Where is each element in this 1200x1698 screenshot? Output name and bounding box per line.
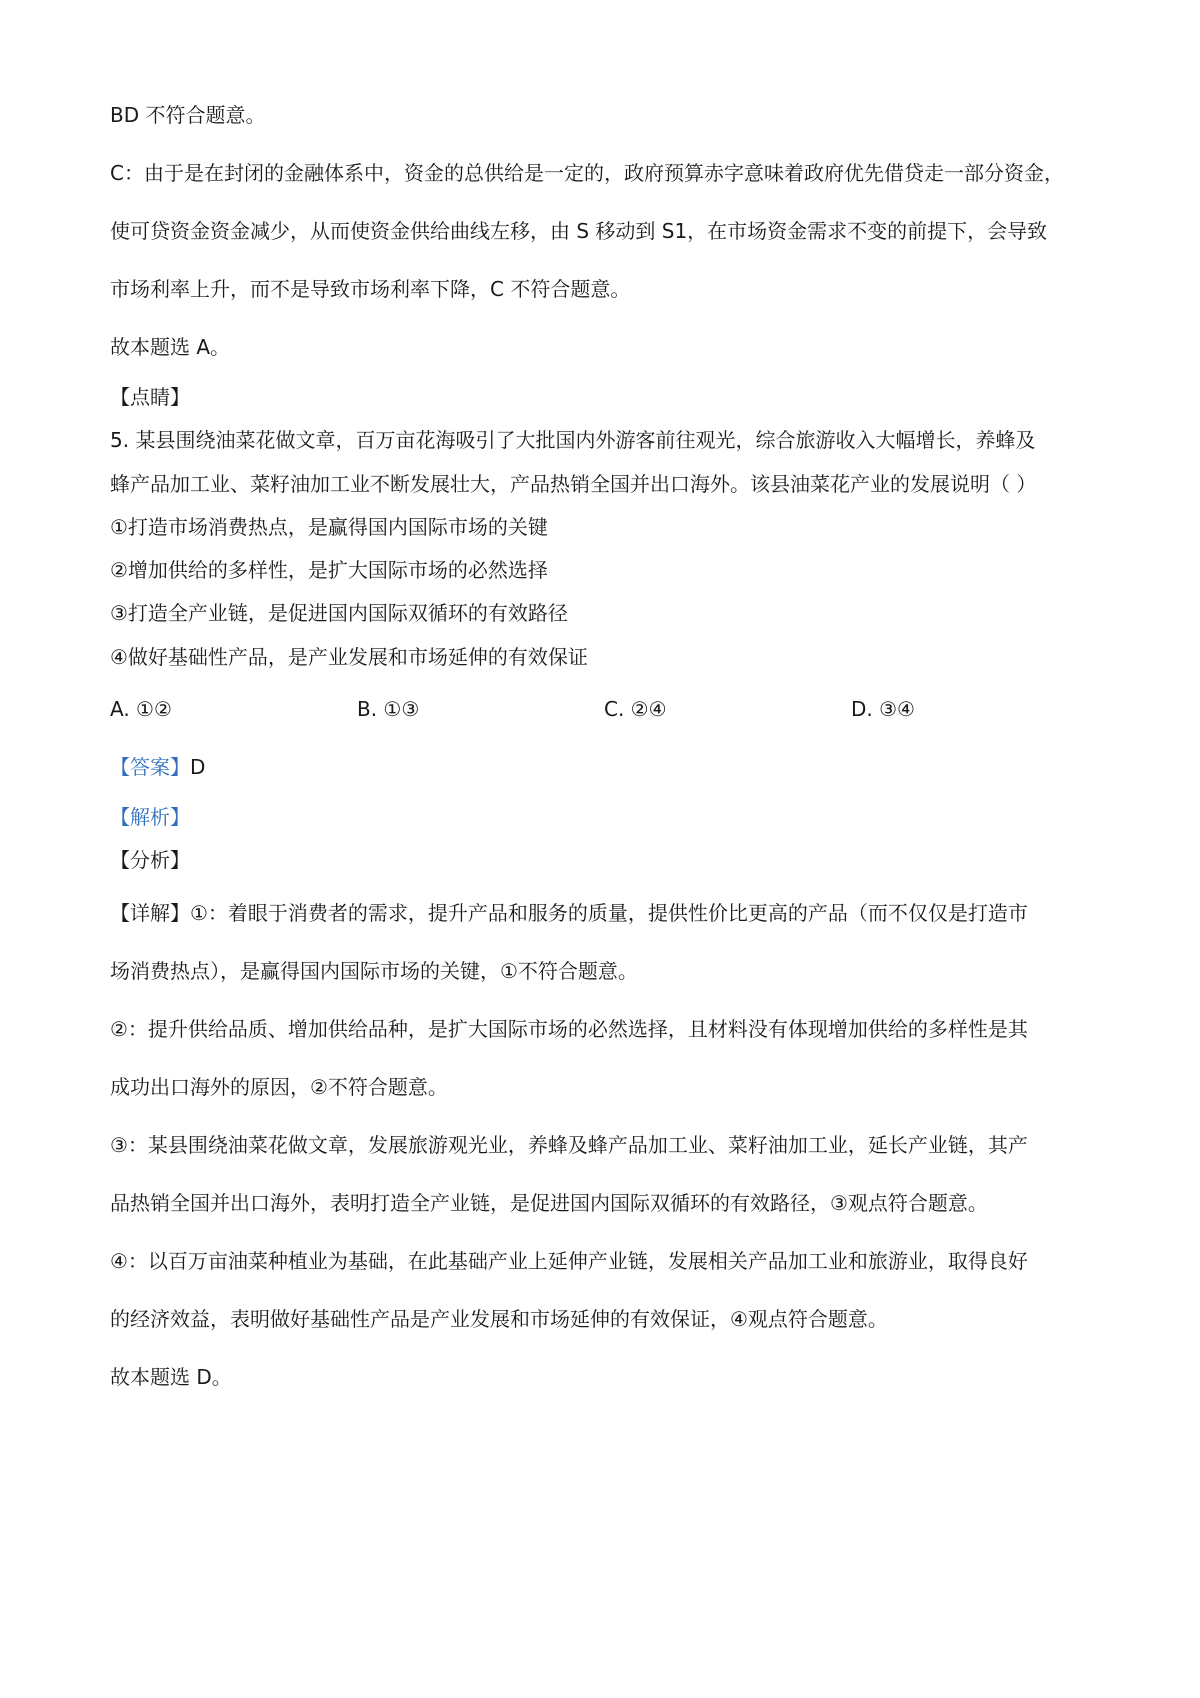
detail-1-line-2: 场消费热点），是赢得国内国际市场的关键，①不符合题意。 [110,959,638,983]
question-stem-line-1: 5. 某县围绕油菜花做文章，百万亩花海吸引了大批国内外游客前往观光，综合旅游收入大幅增长，养蜂及 [110,428,1036,452]
statement-4: ④做好基础性产品，是产业发展和市场延伸的有效保证 [110,645,588,669]
dianjing-heading: 【点睛】 [110,385,190,409]
prev-bd-line: BD 不符合题意。 [110,103,266,127]
answer-line [110,752,205,782]
option-a: A. ①② [110,697,172,721]
question-stem-line-2: 蜂产品加工业、菜籽油加工业不断发展壮大，产品热销全国并出口海外。该县油菜花产业的发展说明（ ） [110,472,1037,496]
detail-1-line-1: 【详解】①：着眼于消费者的需求，提升产品和服务的质量，提供性价比更高的产品（而不仅仅是打造市 [110,901,1028,925]
detail-4-line-2: 的经济效益，表明做好基础性产品是产业发展和市场延伸的有效保证，④观点符合题意。 [110,1307,888,1331]
option-b: B. ①③ [357,697,420,721]
prev-c-analysis-line-1: C：由于是在封闭的金融体系中，资金的总供给是一定的，政府预算赤字意味着政府优先借贷走一部分资金， [110,161,1064,185]
answer-value: D [190,755,206,779]
prev-c-analysis-line-2: 使可贷资金资金减少，从而使资金供给曲线左移，由 S 移动到 S1，在市场资金需求不变的前提下，会导致 [110,219,1048,243]
answer-label: 【答案】 [110,755,190,779]
detail-2-line-2: 成功出口海外的原因，②不符合题意。 [110,1075,448,1099]
detail-3-line-1: ③：某县围绕油菜花做文章，发展旅游观光业，养蜂及蜂产品加工业、菜籽油加工业，延长产业链，其产 [110,1133,1028,1157]
option-d: D. ③④ [851,697,915,721]
prev-c-analysis-line-3: 市场利率上升，而不是导致市场利率下降，C 不符合题意。 [110,277,631,301]
detail-conclusion: 故本题选 D。 [110,1365,232,1389]
prev-conclusion: 故本题选 A。 [110,335,231,359]
statement-3: ③打造全产业链，是促进国内国际双循环的有效路径 [110,601,568,625]
statement-2: ②增加供给的多样性，是扩大国际市场的必然选择 [110,558,548,582]
detail-2-line-1: ②：提升供给品质、增加供给品种，是扩大国际市场的必然选择，且材料没有体现增加供给的多样性是其 [110,1017,1028,1041]
jiexi-heading: 【解析】 [110,805,190,829]
detail-3-line-2: 品热销全国并出口海外，表明打造全产业链，是促进国内国际双循环的有效路径，③观点符合题意。 [110,1191,988,1215]
statement-1: ①打造市场消费热点，是赢得国内国际市场的关键 [110,515,548,539]
fenxi-heading: 【分析】 [110,848,190,872]
detail-4-line-1: ④：以百万亩油菜种植业为基础，在此基础产业上延伸产业链，发展相关产品加工业和旅游业，取得良好 [110,1249,1028,1273]
option-c: C. ②④ [604,697,667,721]
